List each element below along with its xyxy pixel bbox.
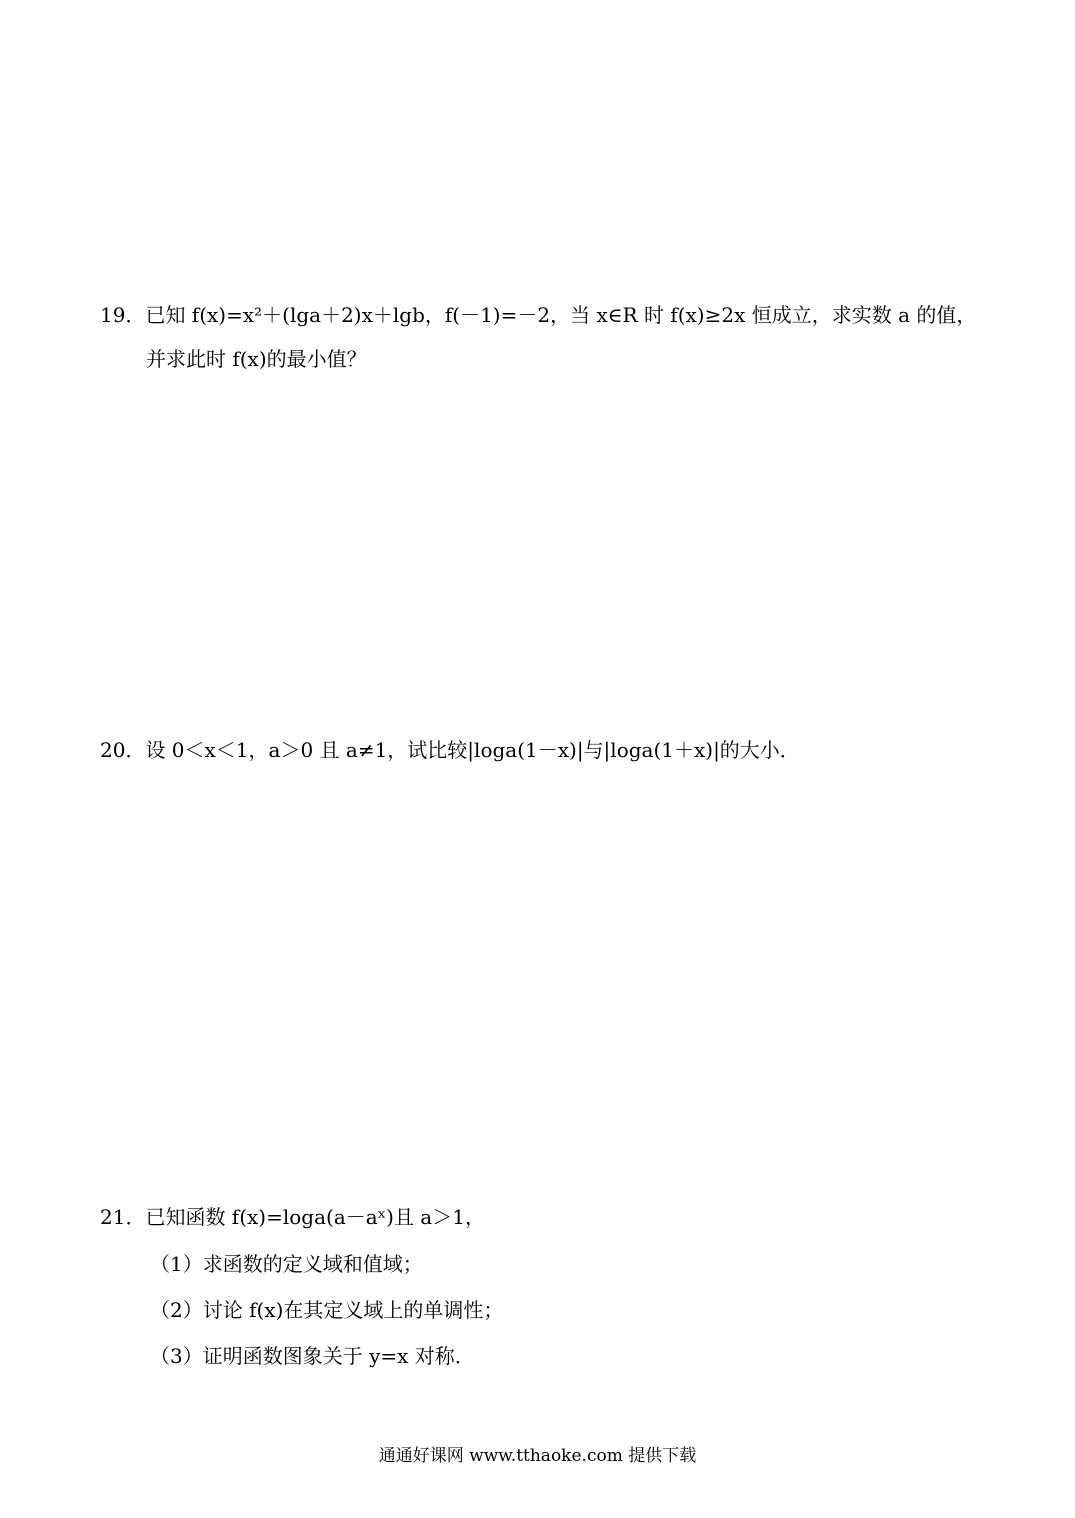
page-footer: 通通好课网 www.tthaoke.com 提供下载	[378, 1446, 697, 1466]
question-21: 21．已知函数 f(x)=loga(a－aˣ)且 a＞1，	[100, 1205, 485, 1229]
question-19-line-2: 并求此时 f(x)的最小值？	[146, 347, 367, 371]
question-20: 20．设 0＜x＜1，a＞0 且 a≠1，试比较|loga(1－x)|与|loga(1＋x)|的大小．	[100, 738, 800, 762]
question-19-line-1: 19．已知 f(x)=x²＋(lga＋2)x＋lgb，f(－1)=－2，当 x∈R 时 f(x)≥2x 恒成立，求实数 a 的值，	[100, 303, 977, 327]
question-21-part-1: （1）求函数的定义域和值域；	[150, 1252, 423, 1276]
question-21-part-2: （2）讨论 f(x)在其定义域上的单调性；	[150, 1298, 504, 1322]
question-21-part-3: （3）证明函数图象关于 y=x 对称．	[150, 1344, 475, 1368]
